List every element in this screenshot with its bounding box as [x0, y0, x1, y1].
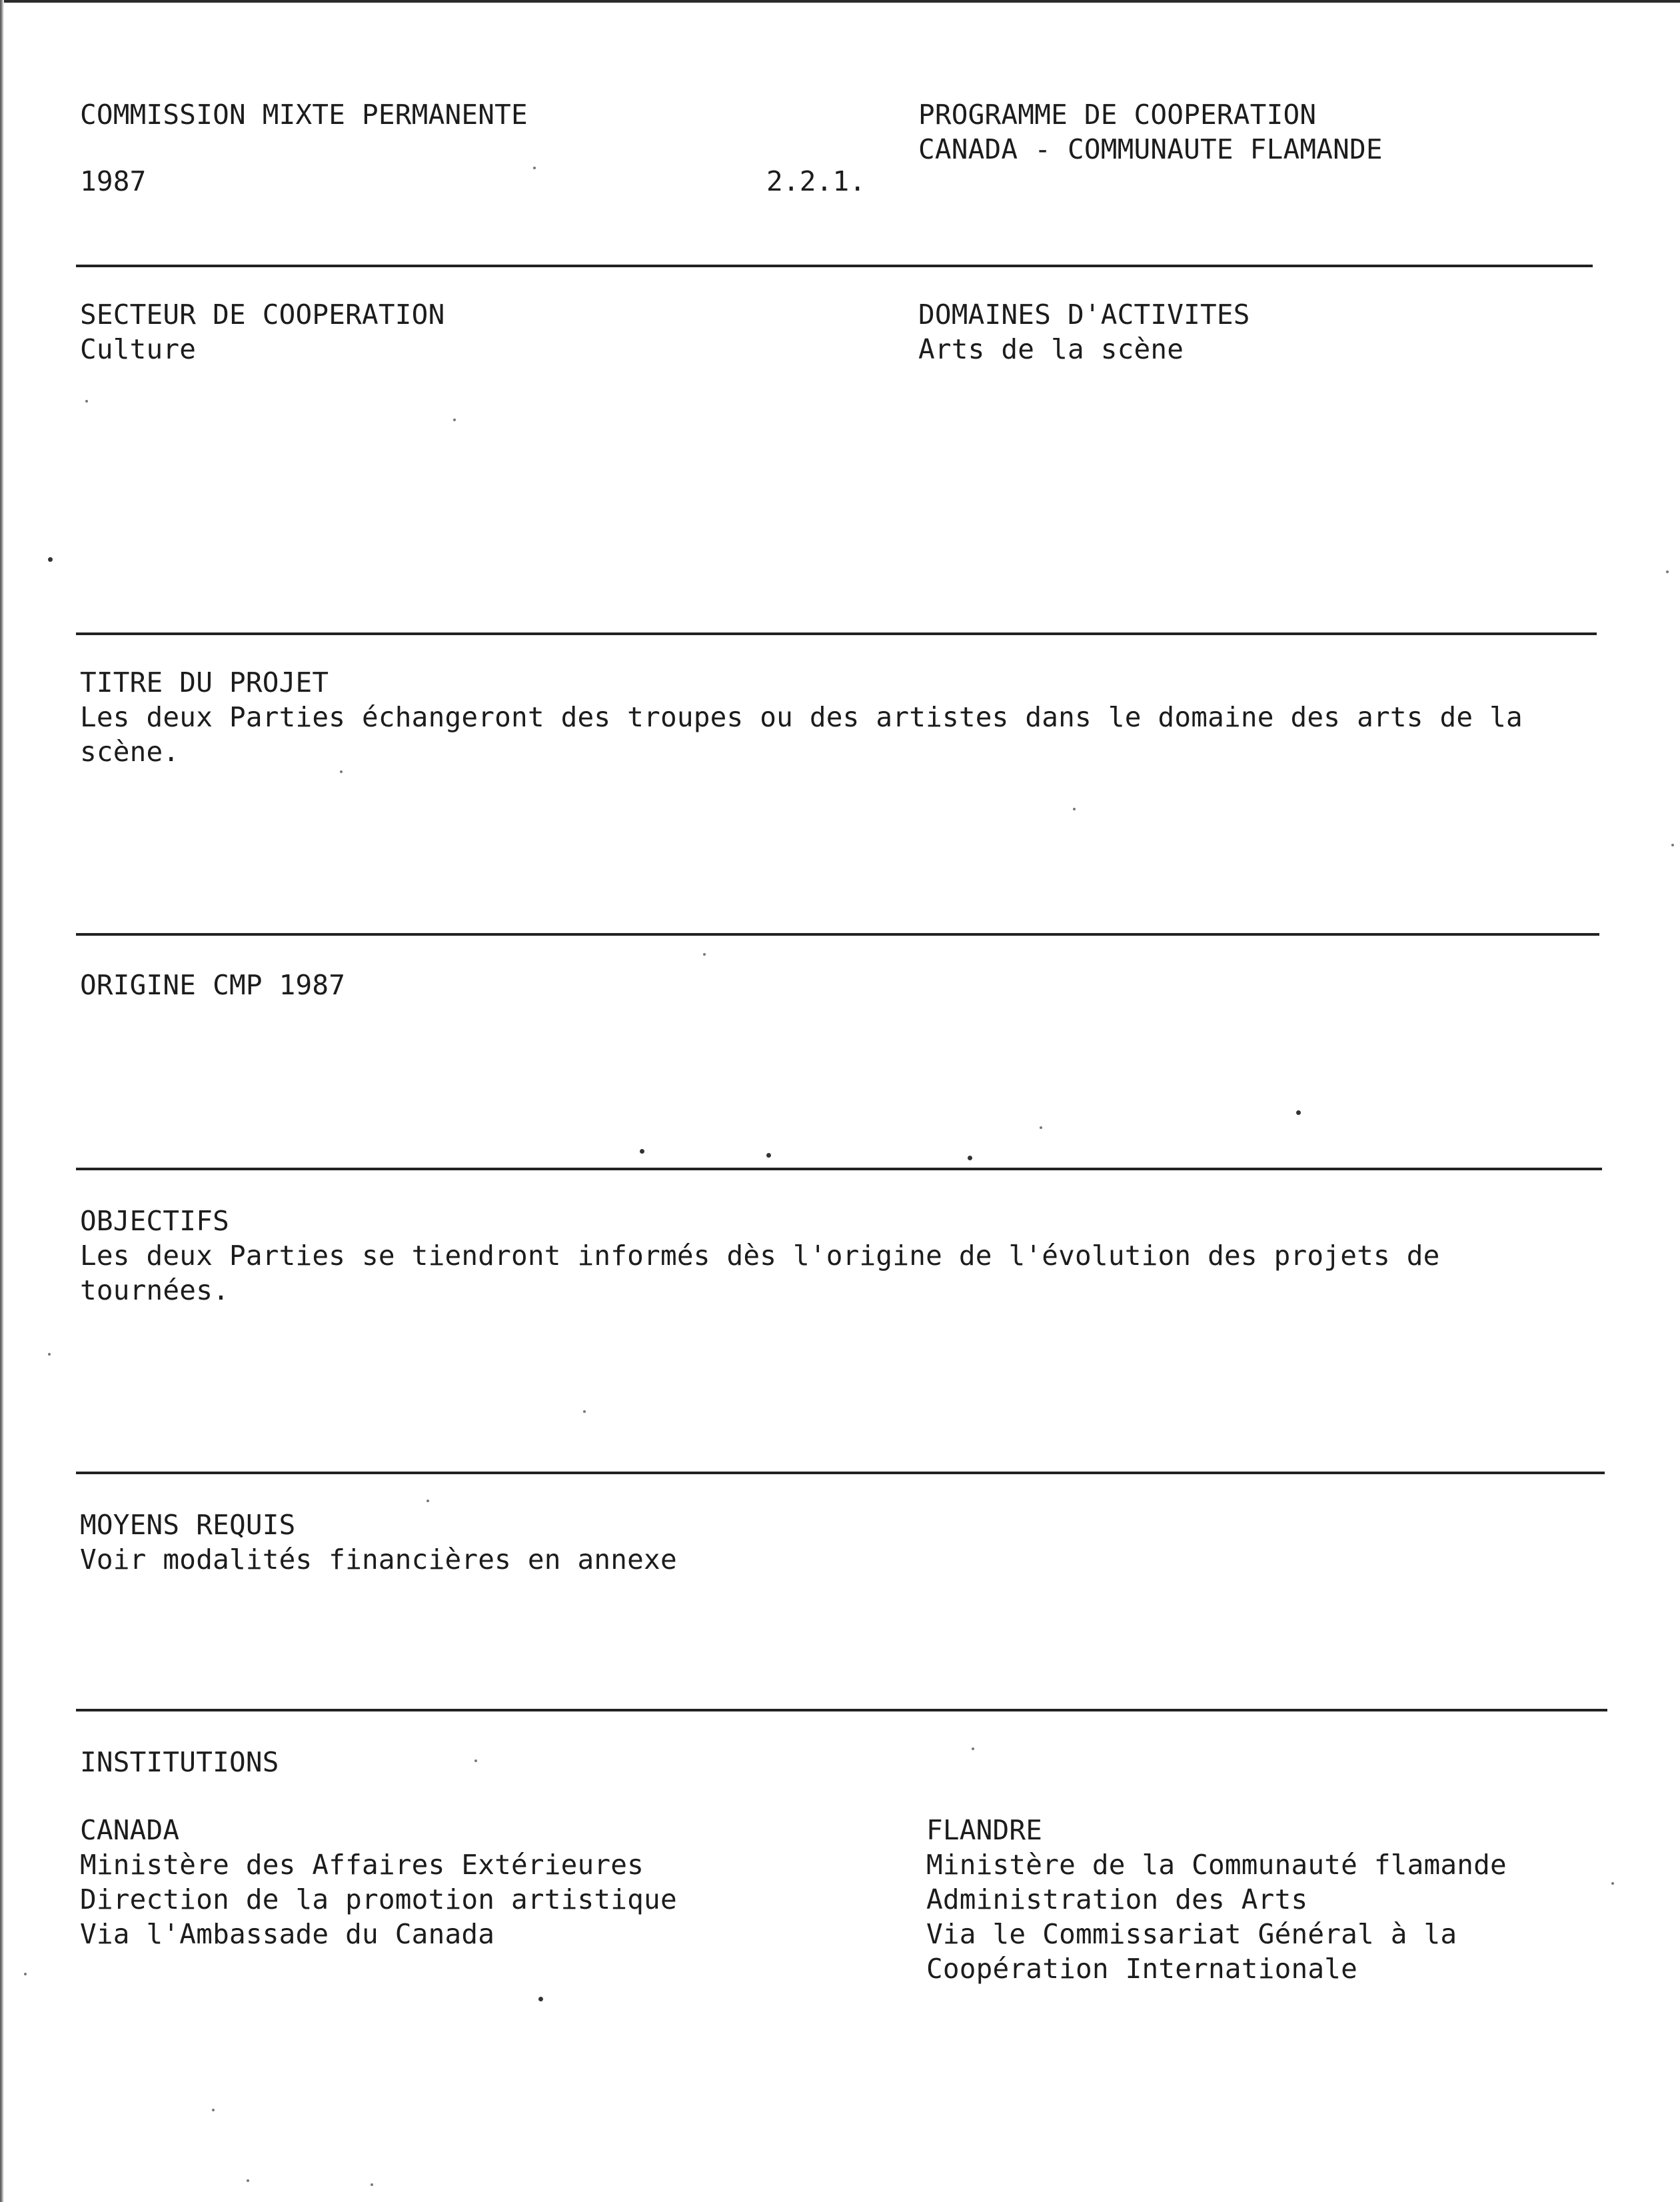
scan-speck	[24, 1973, 27, 1975]
scan-speck	[474, 1759, 477, 1762]
flandre-line3: Via le Commissariat Général à la	[926, 1918, 1457, 1950]
scan-speck	[48, 1353, 51, 1356]
scan-speck	[640, 1149, 644, 1154]
scan-speck	[426, 1500, 429, 1502]
secteur-label: SECTEUR DE COOPERATION	[80, 299, 445, 331]
scan-speck	[1040, 1126, 1042, 1129]
domaines-label: DOMAINES D'ACTIVITES	[918, 299, 1250, 331]
commission-title: COMMISSION MIXTE PERMANENTE	[80, 99, 528, 131]
page-top-edge	[0, 0, 1680, 3]
scan-speck	[538, 1997, 543, 2001]
flandre-heading: FLANDRE	[926, 1814, 1043, 1846]
canada-line2: Direction de la promotion artistique	[80, 1883, 677, 1915]
scan-speck	[1611, 1882, 1614, 1885]
scan-speck	[48, 557, 53, 562]
scan-speck	[453, 419, 456, 421]
objectifs-label: OBJECTIFS	[80, 1205, 229, 1237]
scan-speck	[371, 2183, 373, 2186]
institutions-label: INSTITUTIONS	[80, 1746, 279, 1778]
page-left-edge	[0, 0, 4, 2202]
scan-speck	[583, 1410, 586, 1413]
programme-title-line2: CANADA - COMMUNAUTE FLAMANDE	[918, 133, 1383, 165]
divider-2	[76, 632, 1597, 635]
scan-speck	[766, 1153, 771, 1158]
canada-line1: Ministère des Affaires Extérieures	[80, 1849, 644, 1881]
document-year: 1987	[80, 165, 147, 197]
flandre-line1: Ministère de la Communauté flamande	[926, 1849, 1507, 1881]
divider-4	[76, 1168, 1602, 1170]
moyens-label: MOYENS REQUIS	[80, 1509, 296, 1541]
objectifs-line1: Les deux Parties se tiendront informés dès l'origine de l'évolution des projets de	[80, 1240, 1440, 1272]
secteur-value: Culture	[80, 333, 197, 365]
moyens-value: Voir modalités financières en annexe	[80, 1544, 677, 1576]
scan-speck	[1666, 570, 1669, 573]
divider-1	[76, 265, 1593, 267]
domaines-value: Arts de la scène	[918, 333, 1184, 365]
divider-5	[76, 1472, 1605, 1474]
scan-speck	[972, 1747, 974, 1750]
origine-label: ORIGINE CMP 1987	[80, 969, 346, 1001]
scan-speck	[247, 2179, 249, 2182]
divider-3	[76, 933, 1599, 936]
flandre-line2: Administration des Arts	[926, 1883, 1308, 1915]
canada-line3: Via l'Ambassade du Canada	[80, 1918, 495, 1950]
scan-speck	[340, 770, 343, 773]
scan-speck	[968, 1156, 972, 1160]
scan-speck	[85, 400, 88, 403]
document-reference: 2.2.1.	[766, 165, 866, 197]
programme-title-line1: PROGRAMME DE COOPERATION	[918, 99, 1317, 131]
scan-speck	[1671, 844, 1674, 846]
titre-label: TITRE DU PROJET	[80, 666, 329, 698]
scan-speck	[1073, 808, 1076, 810]
titre-line1: Les deux Parties échangeront des troupes ou des artistes dans le domaine des arts de la	[80, 701, 1523, 733]
canada-heading: CANADA	[80, 1814, 180, 1846]
scan-speck	[1296, 1110, 1301, 1115]
objectifs-line2: tournées.	[80, 1274, 229, 1306]
titre-line2: scène.	[80, 736, 180, 768]
scan-speck	[703, 953, 706, 956]
divider-6	[76, 1709, 1607, 1711]
flandre-line4: Coopération Internationale	[926, 1953, 1357, 1985]
scan-speck	[212, 2109, 215, 2111]
scan-speck	[533, 167, 536, 169]
